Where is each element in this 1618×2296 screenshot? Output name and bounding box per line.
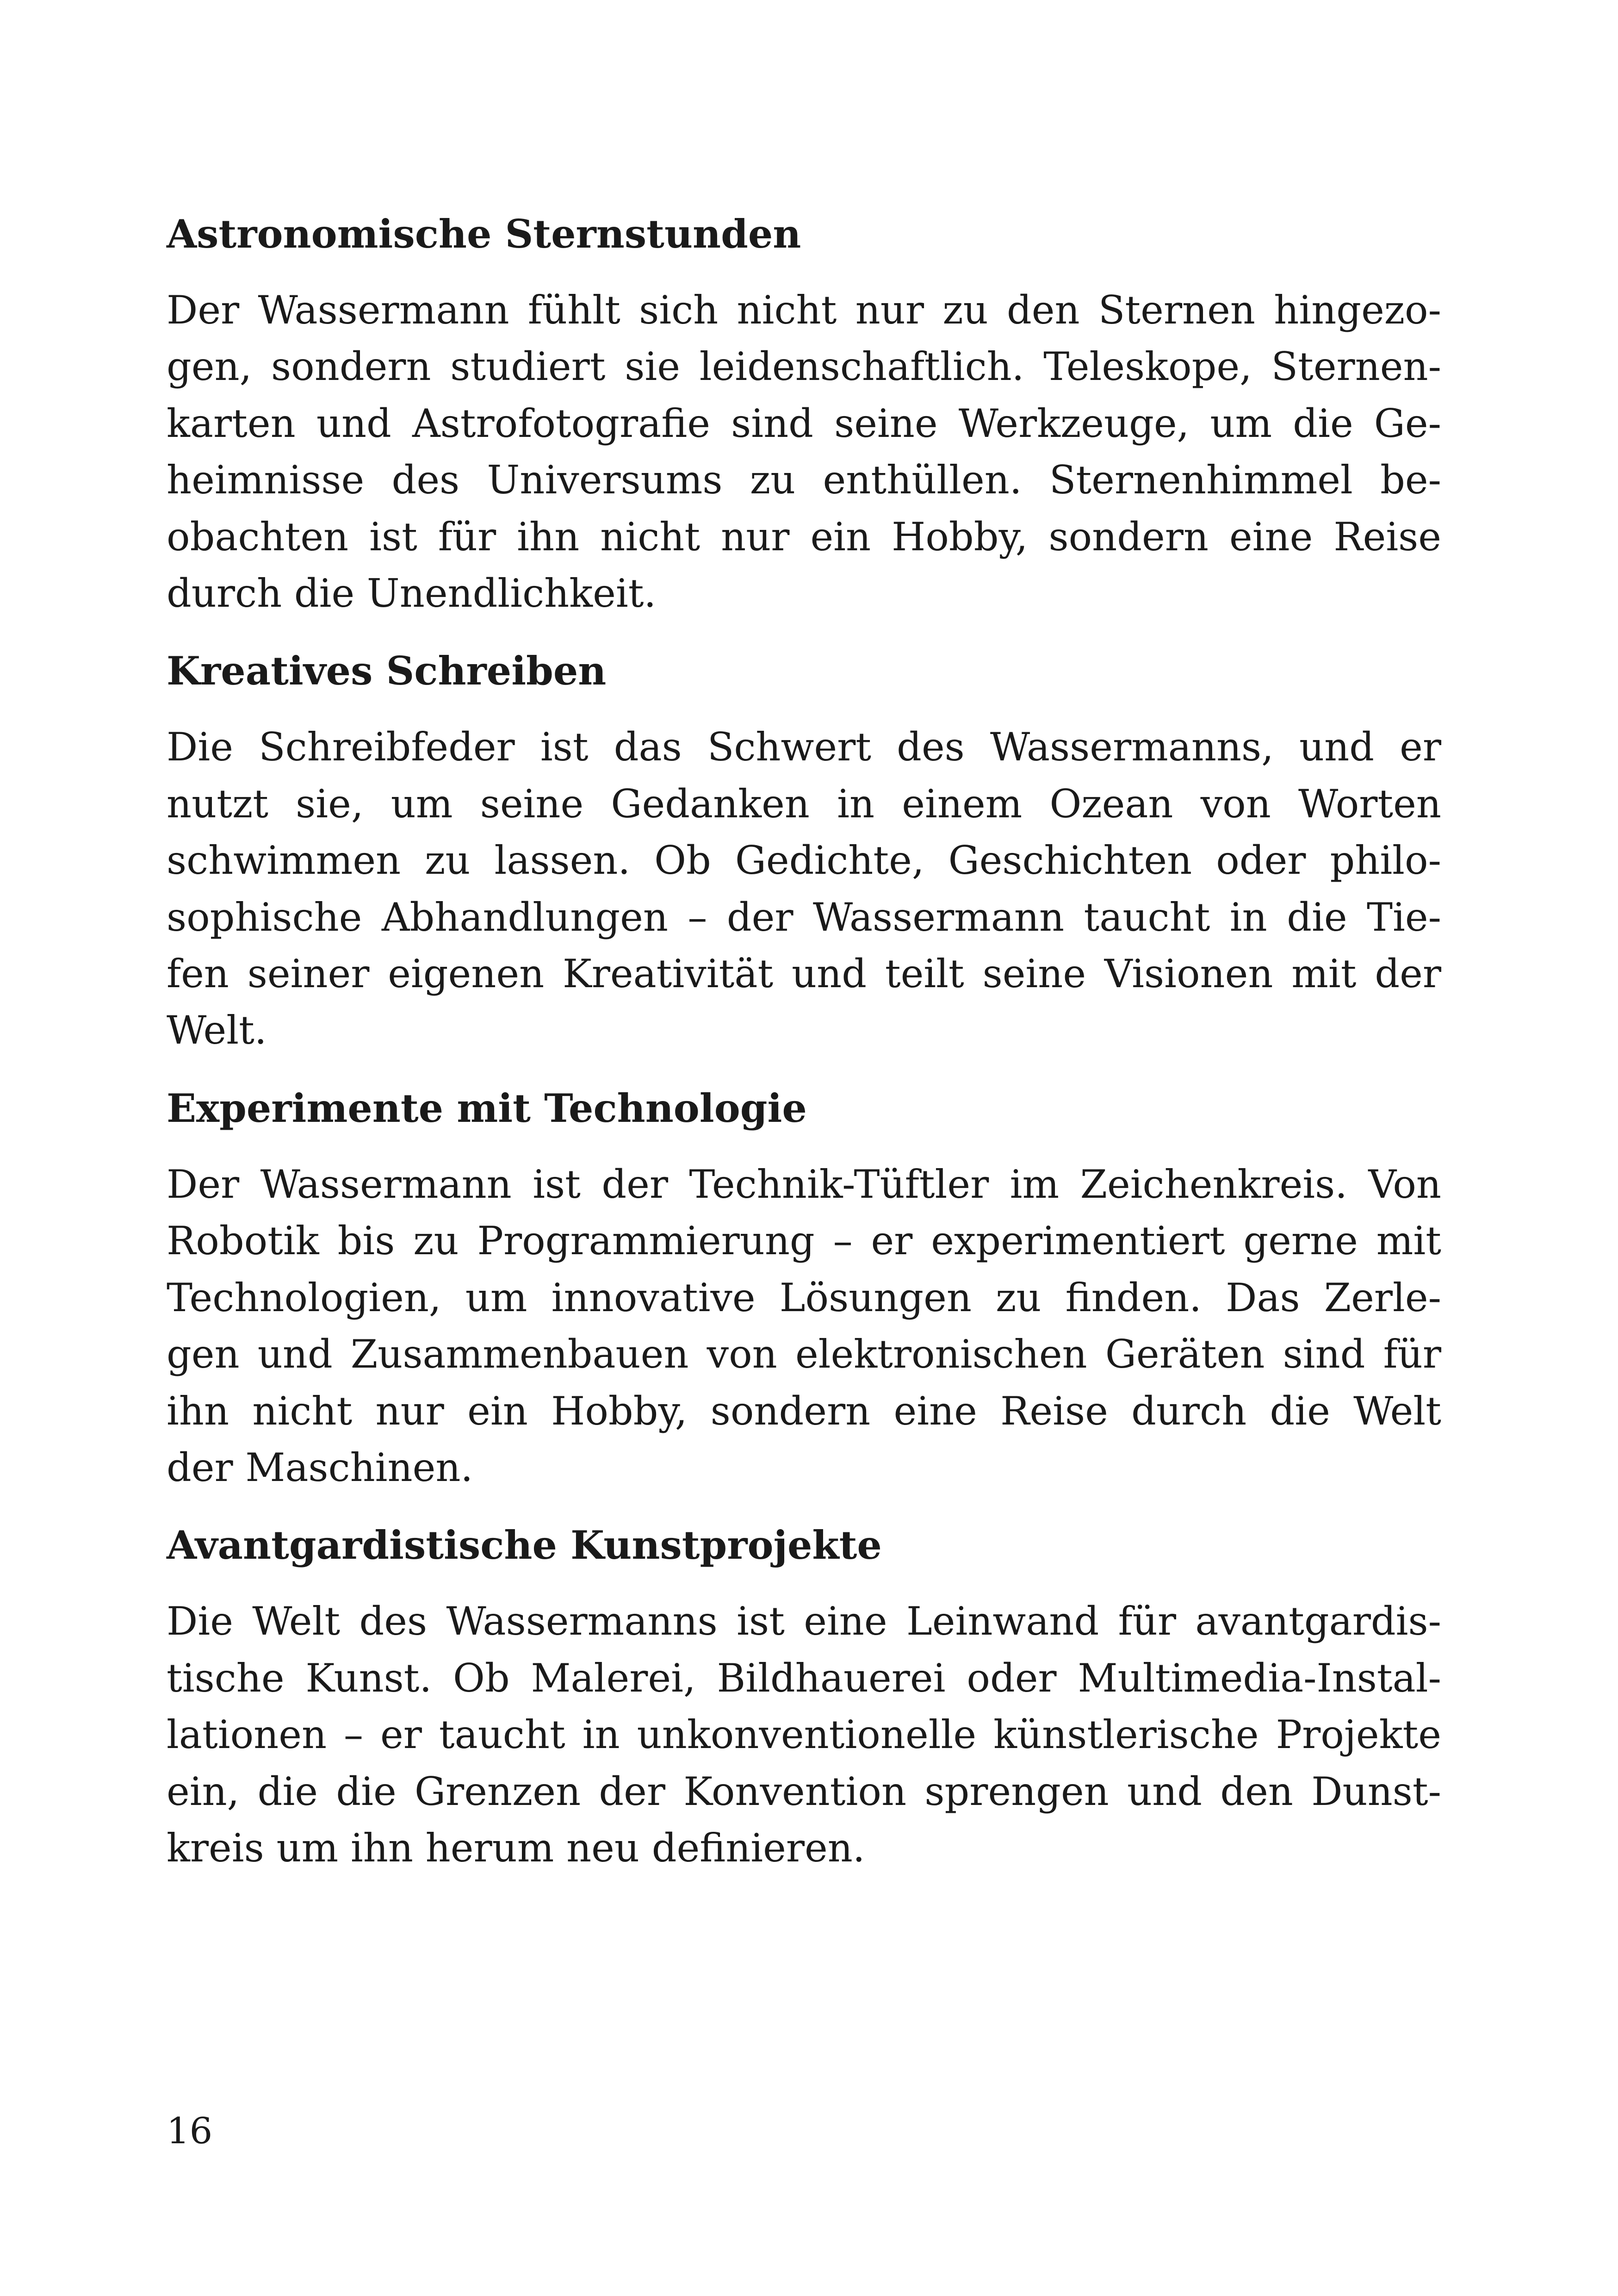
paragraph-line: Die Welt des Wassermanns ist eine Leinwand für avantgardis- xyxy=(167,1599,1441,1644)
paragraph-line: fen seiner eigenen Kreativität und teilt seine Visionen mit der xyxy=(167,951,1441,997)
paragraph-line: lationen – er taucht in unkonventionelle künstlerische Projekte xyxy=(167,1712,1441,1758)
section-paragraph xyxy=(167,719,1441,1058)
paragraph-line: ihn nicht nur ein Hobby, sondern eine Reise durch die Welt xyxy=(167,1388,1441,1434)
paragraph-line: Der Wassermann fühlt sich nicht nur zu den Sternen hingezo- xyxy=(167,287,1441,333)
section-heading: Avantgardistische Kunstprojekte xyxy=(167,1522,882,1568)
section-paragraph xyxy=(167,282,1441,622)
paragraph-line: nutzt sie, um seine Gedanken in einem Ozean von Worten xyxy=(167,781,1441,827)
paragraph-line: Robotik bis zu Programmierung – er experimentiert gerne mit xyxy=(167,1218,1441,1264)
section-heading: Kreatives Schreiben xyxy=(167,648,607,694)
paragraph-line: ein, die die Grenzen der Konvention sprengen und den Dunst- xyxy=(167,1768,1441,1814)
paragraph-line: Welt. xyxy=(167,1008,267,1053)
paragraph-line: karten und Astrofotografie sind seine Werkzeuge, um die Ge- xyxy=(167,400,1441,446)
page-number: 16 xyxy=(167,2110,213,2152)
paragraph-line: gen, sondern studiert sie leidenschaftlich. Teleskope, Sternen- xyxy=(167,344,1441,390)
text-body xyxy=(167,206,1441,1876)
paragraph-line: sophische Abhandlungen – der Wassermann taucht in die Tie- xyxy=(167,894,1441,940)
section-heading: Astronomische Sternstunden xyxy=(167,211,801,257)
paragraph-line: durch die Unendlichkeit. xyxy=(167,571,657,616)
paragraph-line: Die Schreibfeder ist das Schwert des Wassermanns, und er xyxy=(167,724,1441,770)
section-paragraph xyxy=(167,1593,1441,1876)
section-paragraph xyxy=(167,1156,1441,1496)
paragraph-line: Technologien, um innovative Lösungen zu finden. Das Zerle- xyxy=(167,1275,1441,1320)
paragraph-line: tische Kunst. Ob Malerei, Bildhauerei oder Multimedia-Instal- xyxy=(167,1655,1441,1701)
section-heading: Experimente mit Technologie xyxy=(167,1085,807,1131)
paragraph-line: gen und Zusammenbauen von elektronischen Geräten sind für xyxy=(167,1332,1441,1377)
paragraph-line: schwimmen zu lassen. Ob Gedichte, Geschichten oder philo- xyxy=(167,838,1441,884)
paragraph-line: kreis um ihn herum neu definieren. xyxy=(167,1825,865,1871)
paragraph-line: heimnisse des Universums zu enthüllen. Sternenhimmel be- xyxy=(167,457,1441,503)
paragraph-line: obachten ist für ihn nicht nur ein Hobby, sondern eine Reise xyxy=(167,514,1441,560)
paragraph-line: der Maschinen. xyxy=(167,1444,473,1490)
paragraph-line: Der Wassermann ist der Technik-Tüftler im Zeichenkreis. Von xyxy=(167,1161,1441,1207)
